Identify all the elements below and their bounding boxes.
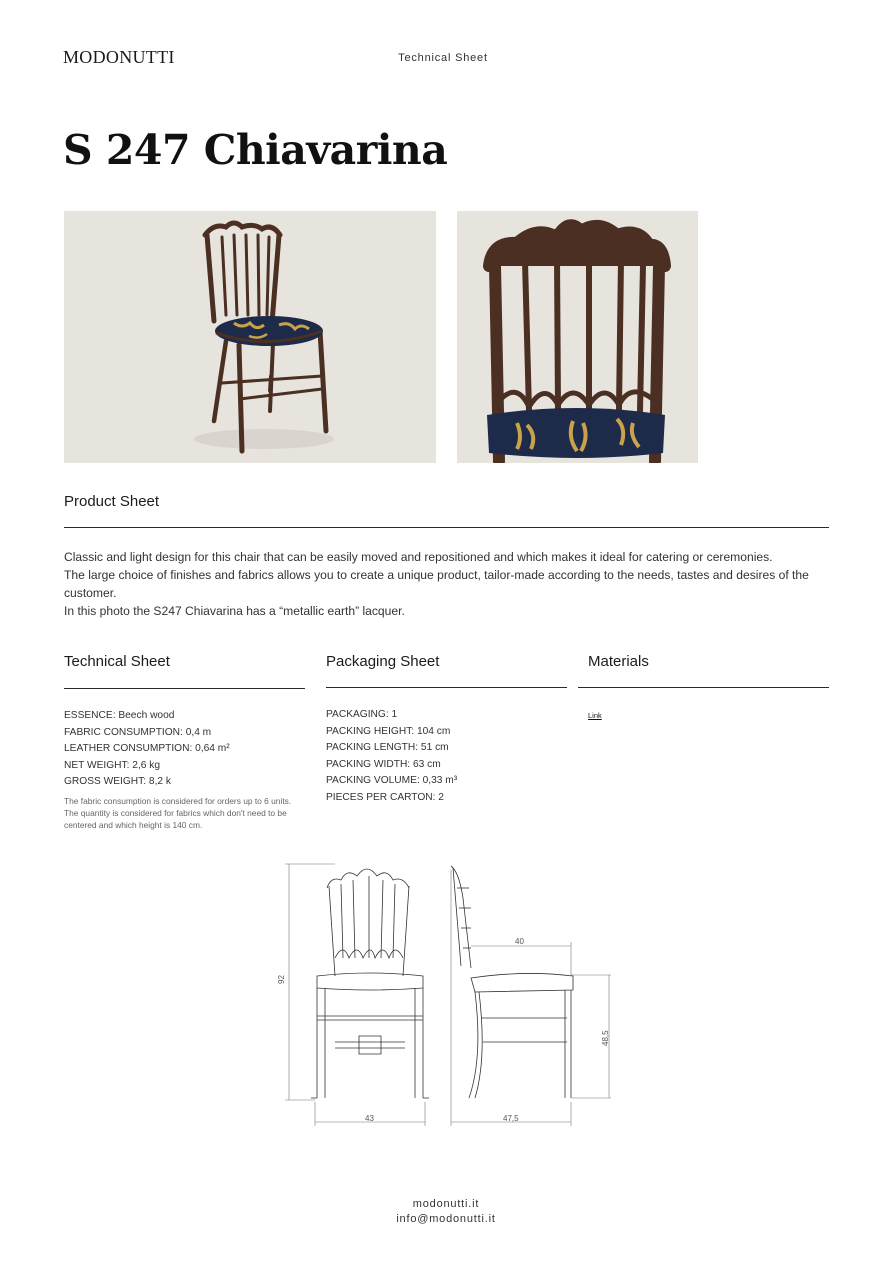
- note-item: The fabric consumption is considered for orders up to 6 units.: [64, 796, 292, 806]
- technical-sheet-divider: [64, 688, 305, 689]
- product-photo-back-detail: [457, 211, 698, 463]
- spec-item: LEATHER CONSUMPTION: 0,64 m²: [64, 743, 230, 754]
- packaging-item: PACKING HEIGHT: 104 cm: [326, 725, 451, 737]
- spec-item: ESSENCE: Beech wood: [64, 710, 175, 721]
- spec-item: GROSS WEIGHT: 8,2 k: [64, 776, 171, 787]
- materials-link[interactable]: Link: [588, 711, 602, 720]
- packaging-sheet-divider: [326, 687, 567, 688]
- description-paragraph: Classic and light design for this chair that can be easily moved and repositioned and which makes it ideal for catering or ceremonies.: [64, 550, 773, 564]
- product-description: [64, 548, 834, 620]
- technical-drawing: [275, 858, 620, 1128]
- technical-sheet-heading: Technical Sheet: [64, 653, 170, 670]
- product-title: S 247 Chiavarina: [63, 126, 448, 174]
- footer-email: info@modonutti.it: [396, 1213, 496, 1225]
- packaging-sheet-heading: Packaging Sheet: [326, 653, 440, 670]
- product-sheet-divider: [64, 527, 829, 528]
- dimension-front-width: 43: [365, 1114, 374, 1123]
- materials-heading: Materials: [588, 653, 649, 670]
- packaging-item: PIECES PER CARTON: 2: [326, 791, 444, 803]
- dimension-side-depth: 47,5: [503, 1114, 519, 1123]
- packaging-item: PACKING VOLUME: 0,33 m³: [326, 775, 458, 786]
- packaging-item: PACKAGING: 1: [326, 709, 398, 720]
- product-photo-full-chair: [64, 211, 436, 463]
- description-paragraph: The large choice of finishes and fabrics allows you to create a unique product, tailor-made according to the needs, tastes and desires of the customer.: [64, 568, 809, 600]
- packaging-item: PACKING LENGTH: 51 cm: [326, 742, 449, 753]
- spec-item: FABRIC CONSUMPTION: 0,4 m: [64, 726, 212, 738]
- dimension-seat-height: 48,5: [601, 1030, 610, 1046]
- packaging-item: PACKING WIDTH: 63 cm: [326, 758, 441, 770]
- footer-website: modonutti.it: [412, 1198, 480, 1210]
- product-sheet-heading: Product Sheet: [64, 493, 160, 510]
- spec-item: NET WEIGHT: 2,6 kg: [64, 759, 161, 771]
- dimension-height-total: 92: [277, 975, 286, 984]
- technical-specs-list: [64, 708, 230, 791]
- brand-logo: MODONUTTI: [63, 47, 175, 67]
- materials-divider: [578, 687, 829, 688]
- note-item: The quantity is considered for fabrics which don't need to be centered and which height is 140 cm.: [64, 808, 287, 830]
- description-paragraph: In this photo the S247 Chiavarina has a “metallic earth” lacquer.: [64, 604, 405, 618]
- technical-notes: [64, 795, 309, 831]
- header-label: Technical Sheet: [398, 52, 488, 64]
- packaging-specs-list: [326, 707, 457, 806]
- dimension-seat-depth: 40: [515, 937, 524, 946]
